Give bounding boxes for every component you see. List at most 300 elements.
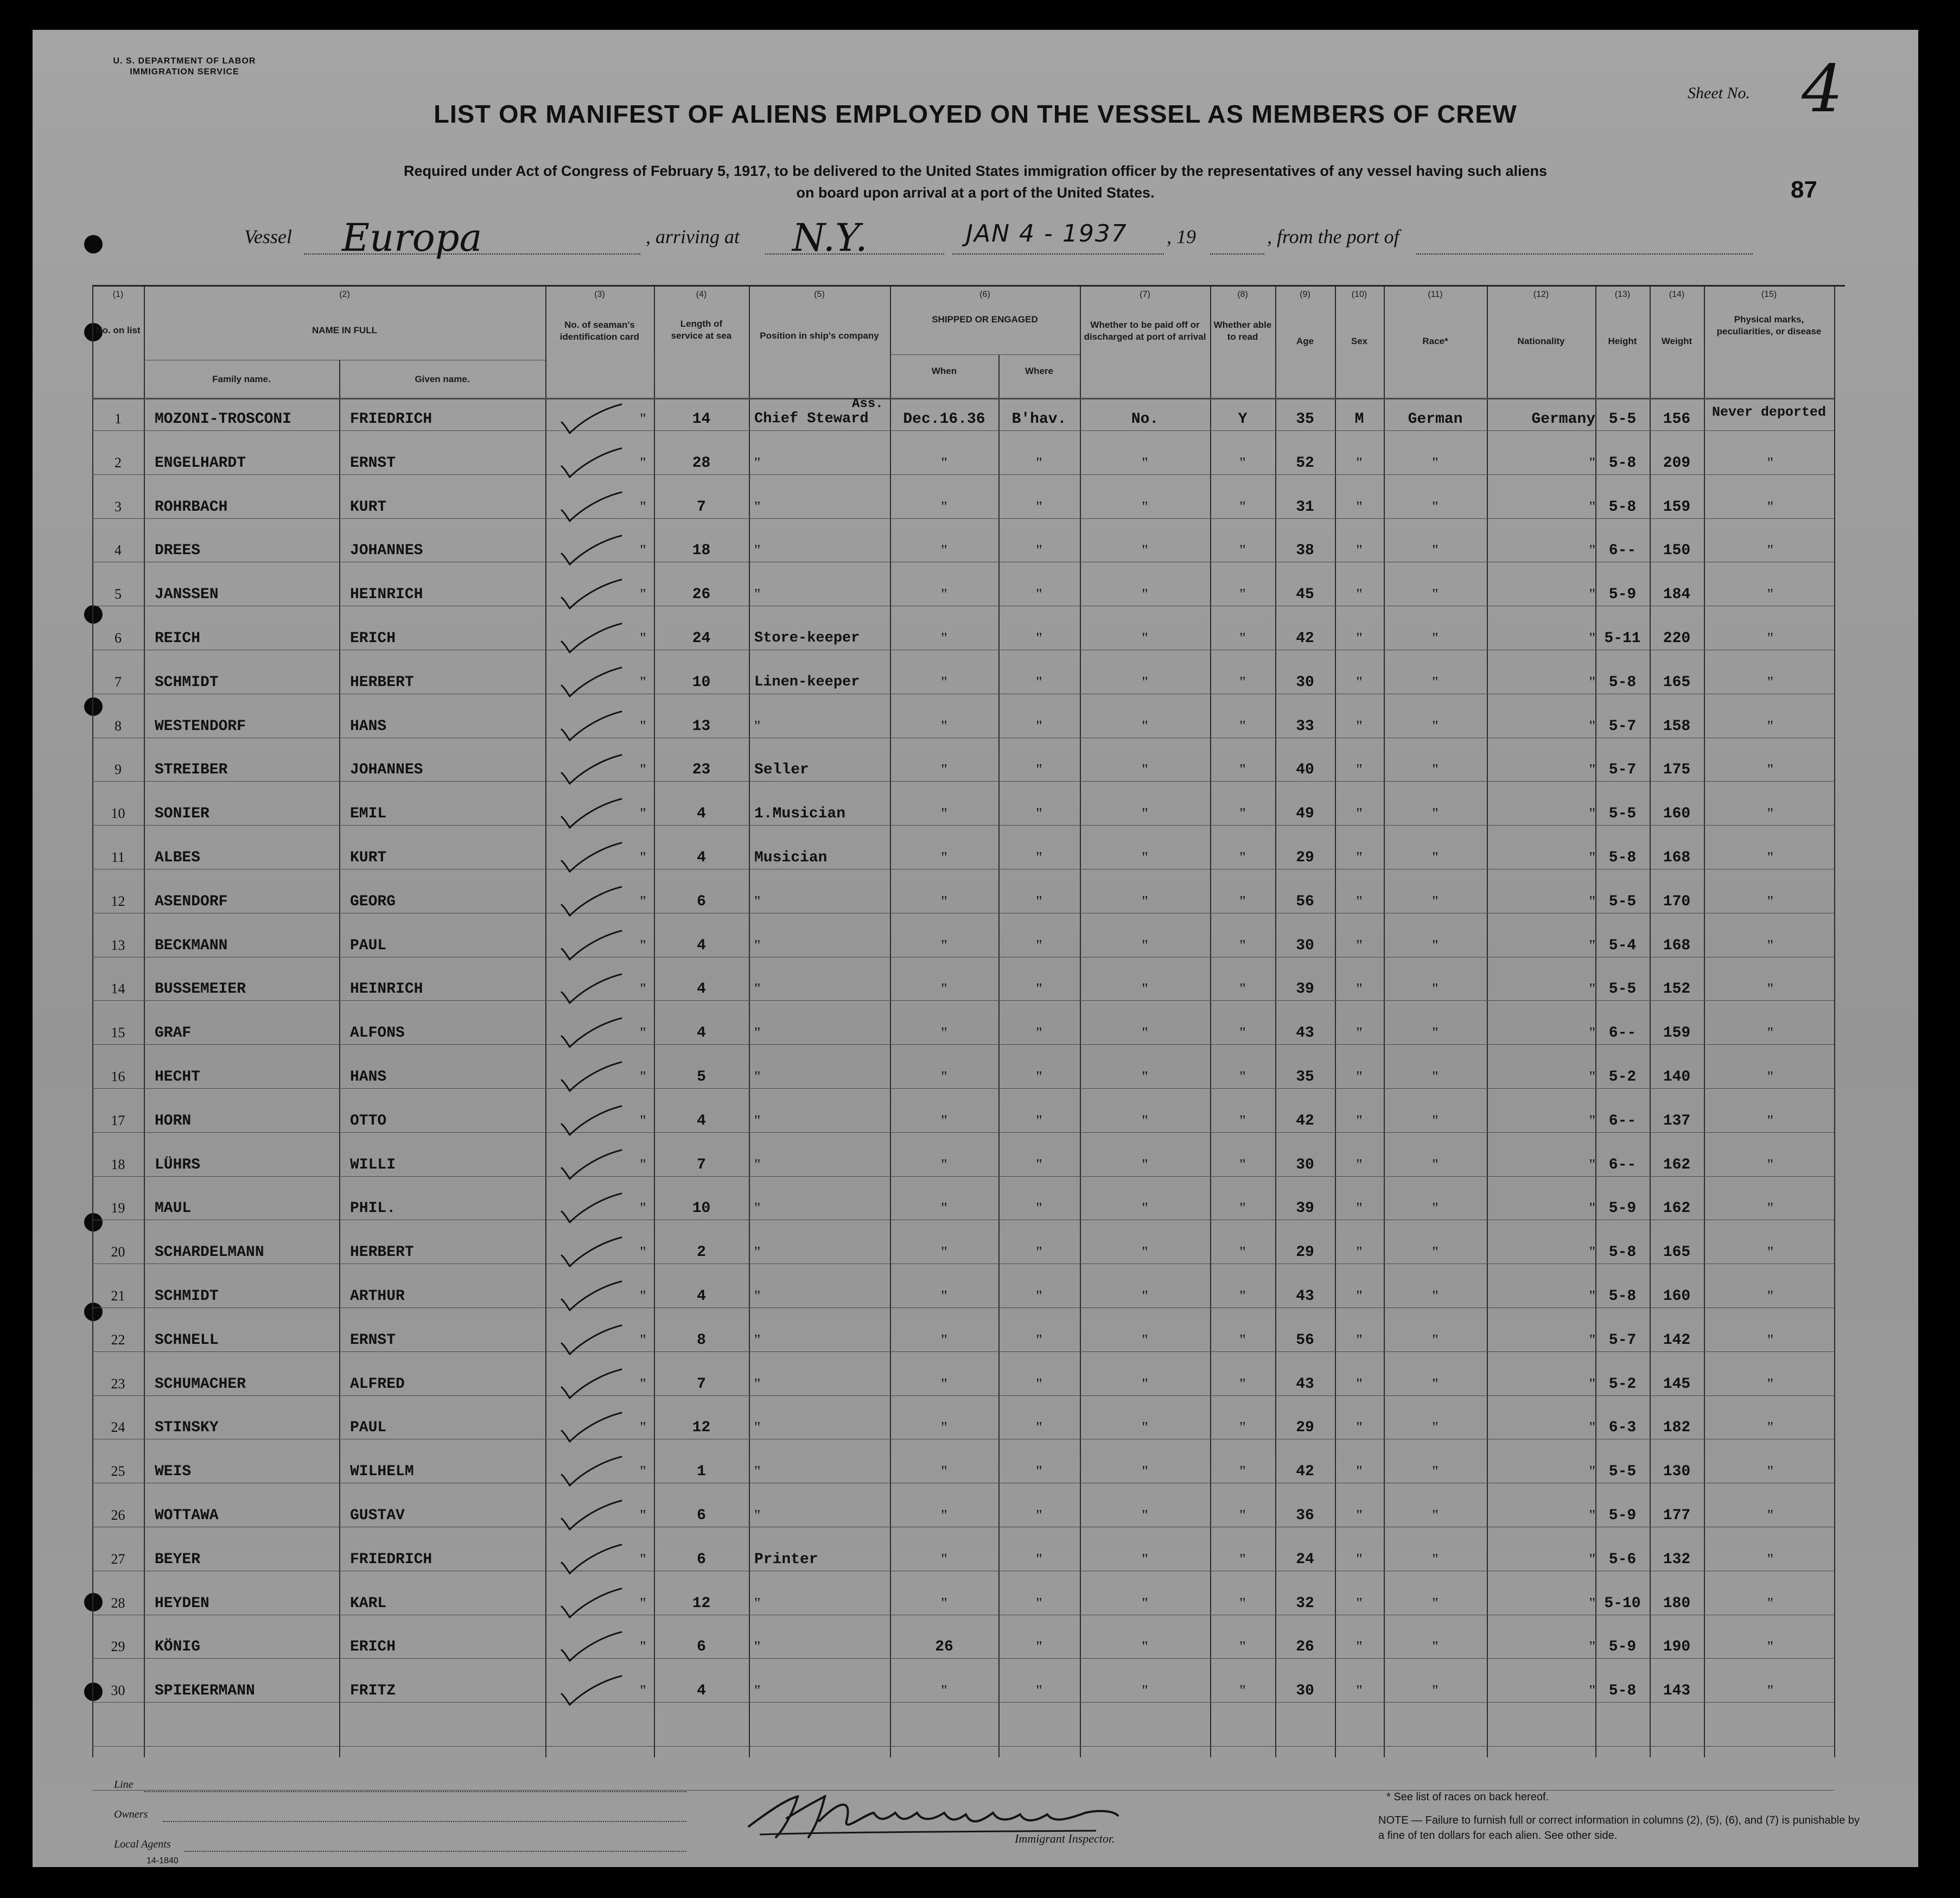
age: 30 bbox=[1296, 1156, 1314, 1173]
race: " bbox=[1432, 1419, 1439, 1437]
sex: " bbox=[1356, 1288, 1363, 1305]
row-number: 12 bbox=[111, 893, 125, 909]
able-to-read: " bbox=[1239, 1244, 1246, 1261]
table-row bbox=[92, 979, 1834, 1023]
family-name: ENGELHARDT bbox=[155, 454, 246, 472]
table-row bbox=[92, 803, 1834, 847]
nationality: " bbox=[1589, 1375, 1595, 1393]
race: " bbox=[1432, 1551, 1439, 1568]
table-row bbox=[92, 935, 1834, 979]
id-card-number: " bbox=[640, 674, 646, 691]
owners-underline bbox=[163, 1821, 686, 1822]
race: " bbox=[1432, 542, 1439, 560]
nationality: " bbox=[1589, 1683, 1595, 1700]
age: 29 bbox=[1296, 1244, 1314, 1261]
physical-marks: " bbox=[1767, 1112, 1774, 1129]
able-to-read: " bbox=[1239, 1639, 1246, 1656]
checkmark-icon bbox=[556, 403, 632, 436]
service-length: 24 bbox=[692, 630, 711, 647]
checkmark-icon bbox=[556, 1675, 632, 1707]
service-length: 4 bbox=[697, 1112, 706, 1129]
shipped-when: " bbox=[941, 1200, 947, 1217]
shipped-where: " bbox=[1036, 1156, 1042, 1173]
checkmark-icon bbox=[556, 1412, 632, 1444]
sex: " bbox=[1356, 1683, 1363, 1700]
able-to-read: " bbox=[1239, 498, 1246, 516]
height: 5-2 bbox=[1608, 1069, 1637, 1086]
race: " bbox=[1432, 1156, 1439, 1173]
age: 39 bbox=[1296, 1200, 1314, 1217]
row-number: 17 bbox=[111, 1112, 125, 1128]
position: " bbox=[754, 1200, 761, 1217]
able-to-read: " bbox=[1239, 1069, 1246, 1086]
physical-marks: " bbox=[1767, 761, 1774, 779]
physical-marks: " bbox=[1767, 542, 1774, 560]
family-name: HORN bbox=[155, 1112, 192, 1129]
family-name: MAUL bbox=[155, 1200, 192, 1217]
position: " bbox=[754, 1112, 761, 1129]
physical-marks: " bbox=[1767, 937, 1774, 954]
position: 1.Musician bbox=[754, 805, 846, 823]
height: 5-7 bbox=[1608, 761, 1637, 779]
weight: 209 bbox=[1663, 454, 1691, 472]
shipped-where: " bbox=[1036, 630, 1042, 647]
weight: 159 bbox=[1663, 498, 1691, 516]
age: 30 bbox=[1296, 937, 1314, 954]
row-number: 21 bbox=[111, 1288, 125, 1304]
physical-marks: " bbox=[1767, 1069, 1774, 1086]
given-name: EMIL bbox=[350, 805, 387, 823]
position: " bbox=[754, 498, 761, 516]
position: " bbox=[754, 1639, 761, 1656]
paid-off: " bbox=[1142, 937, 1148, 954]
col10-label: Sex bbox=[1351, 336, 1368, 346]
height: 5-7 bbox=[1608, 718, 1637, 735]
given-name: ERNST bbox=[350, 454, 396, 472]
col14-label: Weight bbox=[1661, 336, 1692, 346]
height: 5-8 bbox=[1608, 498, 1637, 516]
checkmark-icon bbox=[556, 535, 632, 567]
age: 31 bbox=[1296, 498, 1314, 516]
physical-marks: " bbox=[1767, 805, 1774, 823]
family-name: BEYER bbox=[155, 1551, 201, 1568]
race: " bbox=[1432, 1463, 1439, 1481]
shipped-when: " bbox=[941, 761, 947, 779]
height: 5-8 bbox=[1608, 674, 1637, 691]
family-name-header: Family name. bbox=[212, 374, 271, 384]
sex: " bbox=[1356, 1025, 1363, 1042]
service-length: 6 bbox=[697, 1551, 706, 1568]
able-to-read: " bbox=[1239, 805, 1246, 823]
position: " bbox=[754, 1288, 761, 1305]
from-port-underline bbox=[1416, 253, 1753, 255]
sex: " bbox=[1356, 1507, 1363, 1524]
weight: 190 bbox=[1663, 1639, 1691, 1656]
shipped-when: " bbox=[941, 1683, 947, 1700]
service-length: 2 bbox=[697, 1244, 706, 1261]
position: " bbox=[754, 1025, 761, 1042]
height: 5-8 bbox=[1608, 1288, 1637, 1305]
race: " bbox=[1432, 849, 1439, 866]
col6-label: SHIPPED OR ENGAGED bbox=[932, 314, 1038, 325]
age: 49 bbox=[1296, 805, 1314, 823]
service-length: 4 bbox=[697, 1025, 706, 1042]
race: " bbox=[1432, 1683, 1439, 1700]
sex: " bbox=[1356, 1639, 1363, 1656]
position: " bbox=[754, 454, 761, 472]
checkmark-icon bbox=[556, 666, 632, 699]
position: " bbox=[754, 1244, 761, 1261]
given-name: WILHELM bbox=[350, 1463, 414, 1481]
col7-number: (7) bbox=[1140, 290, 1150, 299]
able-to-read: " bbox=[1239, 1156, 1246, 1173]
weight: 159 bbox=[1663, 1025, 1691, 1042]
nationality: " bbox=[1589, 718, 1595, 735]
page-number: 87 bbox=[1791, 176, 1817, 203]
physical-marks: " bbox=[1767, 1331, 1774, 1349]
shipped-where: " bbox=[1036, 542, 1042, 560]
id-card-number: " bbox=[640, 1507, 646, 1524]
position: " bbox=[754, 1375, 761, 1393]
given-name: ARTHUR bbox=[350, 1288, 405, 1305]
row-number: 15 bbox=[111, 1025, 125, 1041]
nationality: " bbox=[1589, 1244, 1595, 1261]
paid-off: " bbox=[1142, 1069, 1148, 1086]
shipped-when: " bbox=[941, 805, 947, 823]
height: 5-7 bbox=[1608, 1331, 1637, 1349]
shipped-where: " bbox=[1036, 674, 1042, 691]
row-number: 18 bbox=[111, 1156, 125, 1172]
able-to-read: " bbox=[1239, 542, 1246, 560]
family-name: BUSSEMEIER bbox=[155, 981, 246, 998]
weight: 156 bbox=[1663, 411, 1691, 428]
shipped-where: " bbox=[1036, 1551, 1042, 1568]
col14-number: (14) bbox=[1669, 290, 1685, 299]
able-to-read: " bbox=[1239, 674, 1246, 691]
col8-number: (8) bbox=[1237, 290, 1248, 299]
given-name: ALFRED bbox=[350, 1375, 405, 1393]
family-name: HECHT bbox=[155, 1069, 201, 1086]
shipped-when: " bbox=[941, 893, 947, 910]
able-to-read: " bbox=[1239, 1288, 1246, 1305]
family-name: GRAF bbox=[155, 1025, 192, 1042]
family-name: ASENDORF bbox=[155, 893, 228, 910]
sex: " bbox=[1356, 1200, 1363, 1217]
nationality: " bbox=[1589, 849, 1595, 866]
row-number: 20 bbox=[111, 1244, 125, 1260]
height: 5-6 bbox=[1608, 1551, 1637, 1568]
sex: " bbox=[1356, 718, 1363, 735]
row-number: 19 bbox=[111, 1200, 125, 1216]
family-name: SCHUMACHER bbox=[155, 1375, 246, 1393]
physical-marks: " bbox=[1767, 1551, 1774, 1568]
weight: 175 bbox=[1663, 761, 1691, 779]
shipped-where: " bbox=[1036, 937, 1042, 954]
col13-label: Height bbox=[1608, 336, 1637, 346]
shipped-when: " bbox=[941, 1595, 947, 1612]
physical-marks: " bbox=[1767, 1288, 1774, 1305]
age: 35 bbox=[1296, 411, 1314, 428]
service-name: IMMIGRATION SERVICE bbox=[130, 67, 239, 77]
paid-off: " bbox=[1142, 893, 1148, 910]
weight: 162 bbox=[1663, 1200, 1691, 1217]
checkmark-icon bbox=[556, 1631, 632, 1664]
family-name: WEIS bbox=[155, 1463, 192, 1481]
shipped-when: " bbox=[941, 1507, 947, 1524]
punch-hole bbox=[84, 235, 103, 253]
shipped-where-header: Where bbox=[1025, 366, 1053, 376]
position: Printer bbox=[754, 1551, 818, 1568]
position: " bbox=[754, 1419, 761, 1437]
sex: " bbox=[1356, 1375, 1363, 1393]
family-name: BECKMANN bbox=[155, 937, 228, 954]
checkmark-icon bbox=[556, 1192, 632, 1225]
sex: " bbox=[1356, 454, 1363, 472]
sheet-number: 4 bbox=[1802, 52, 1843, 127]
paid-off: " bbox=[1142, 1551, 1148, 1568]
given-name: HERBERT bbox=[350, 674, 414, 691]
sex: " bbox=[1356, 761, 1363, 779]
row-number: 5 bbox=[114, 586, 122, 602]
nationality: " bbox=[1589, 805, 1595, 823]
able-to-read: " bbox=[1239, 454, 1246, 472]
nationality: " bbox=[1589, 674, 1595, 691]
penalty-note: NOTE — Failure to furnish full or correct information in columns (2), (5), (6), and (7) is punishable by a fine of ten dollars for each alien. See other side. bbox=[1378, 1814, 1860, 1842]
weight: 137 bbox=[1663, 1112, 1691, 1129]
position: Seller bbox=[754, 761, 809, 779]
able-to-read: " bbox=[1239, 718, 1246, 735]
shipped-where: " bbox=[1036, 849, 1042, 866]
able-to-read: " bbox=[1239, 1463, 1246, 1481]
col1-label: No. on list bbox=[96, 325, 141, 335]
paid-off: " bbox=[1142, 1112, 1148, 1129]
shipped-when: " bbox=[941, 1419, 947, 1437]
family-name: SCHMIDT bbox=[155, 1288, 219, 1305]
able-to-read: " bbox=[1239, 849, 1246, 866]
given-name: PAUL bbox=[350, 937, 387, 954]
shipped-where: " bbox=[1036, 805, 1042, 823]
service-length: 10 bbox=[692, 1200, 711, 1217]
paid-off: " bbox=[1142, 1375, 1148, 1393]
department-header bbox=[103, 56, 266, 78]
service-length: 4 bbox=[697, 849, 706, 866]
nationality: " bbox=[1589, 1288, 1595, 1305]
table-row bbox=[92, 1636, 1834, 1680]
service-length: 26 bbox=[692, 586, 711, 604]
sheet-label: Sheet No. bbox=[1688, 84, 1750, 102]
weight: 142 bbox=[1663, 1331, 1691, 1349]
family-name: MOZONI-TROSCONI bbox=[155, 411, 292, 428]
col10-number: (10) bbox=[1351, 290, 1367, 299]
col13-number: (13) bbox=[1614, 290, 1631, 299]
col9-label: Age bbox=[1296, 336, 1314, 346]
checkmark-icon bbox=[556, 886, 632, 918]
physical-marks: " bbox=[1767, 1200, 1774, 1217]
paid-off: " bbox=[1142, 849, 1148, 866]
given-name: HANS bbox=[350, 1069, 387, 1086]
id-card-number: " bbox=[640, 1375, 646, 1393]
height: 6-- bbox=[1608, 1025, 1637, 1042]
service-length: 5 bbox=[697, 1069, 706, 1086]
id-card-number: " bbox=[640, 542, 646, 560]
weight: 165 bbox=[1663, 1244, 1691, 1261]
id-card-number: " bbox=[640, 1683, 646, 1700]
weight: 220 bbox=[1663, 630, 1691, 647]
shipped-when: 26 bbox=[935, 1639, 953, 1656]
given-name: HANS bbox=[350, 718, 387, 735]
shipped-where: " bbox=[1036, 981, 1042, 998]
checkmark-icon bbox=[556, 1280, 632, 1313]
checkmark-icon bbox=[556, 1017, 632, 1050]
given-name: ERNST bbox=[350, 1331, 396, 1349]
date-stamp: JAN 4 - 1937 bbox=[966, 220, 1128, 247]
shipped-where: " bbox=[1036, 1419, 1042, 1437]
given-name: HERBERT bbox=[350, 1244, 414, 1261]
id-card-number: " bbox=[640, 1069, 646, 1086]
weight: 152 bbox=[1663, 981, 1691, 998]
col11-number: (11) bbox=[1428, 290, 1443, 299]
row-number: 29 bbox=[111, 1639, 125, 1655]
able-to-read: " bbox=[1239, 761, 1246, 779]
able-to-read: " bbox=[1239, 1507, 1246, 1524]
id-card-number: " bbox=[640, 805, 646, 823]
sex: " bbox=[1356, 1551, 1363, 1568]
family-name: JANSSEN bbox=[155, 586, 219, 604]
position: Chief Steward bbox=[754, 411, 869, 427]
age: 33 bbox=[1296, 718, 1314, 735]
height: 6-- bbox=[1608, 1112, 1637, 1129]
service-length: 23 bbox=[692, 761, 711, 779]
family-name: WOTTAWA bbox=[155, 1507, 219, 1524]
height: 5-9 bbox=[1608, 586, 1637, 604]
service-length: 1 bbox=[697, 1463, 706, 1481]
table-row bbox=[92, 1242, 1834, 1286]
nationality: " bbox=[1589, 1069, 1595, 1086]
age: 43 bbox=[1296, 1288, 1314, 1305]
table-row bbox=[92, 1110, 1834, 1154]
height: 5-5 bbox=[1608, 805, 1637, 823]
checkmark-icon bbox=[556, 1588, 632, 1620]
shipped-when: " bbox=[941, 1375, 947, 1393]
height: 6-- bbox=[1608, 1156, 1637, 1173]
row-number: 11 bbox=[111, 849, 125, 865]
age: 43 bbox=[1296, 1025, 1314, 1042]
id-card-number: " bbox=[640, 981, 646, 998]
nationality: " bbox=[1589, 1551, 1595, 1568]
shipped-where: " bbox=[1036, 454, 1042, 472]
race: " bbox=[1432, 1112, 1439, 1129]
row-number: 27 bbox=[111, 1551, 125, 1567]
nationality: " bbox=[1589, 1025, 1595, 1042]
height: 5-9 bbox=[1608, 1639, 1637, 1656]
physical-marks: Never deported bbox=[1711, 404, 1827, 420]
col2-number: (2) bbox=[339, 290, 350, 299]
owners-label: Owners bbox=[114, 1808, 148, 1820]
family-name: SONIER bbox=[155, 805, 209, 823]
id-card-number: " bbox=[640, 1288, 646, 1305]
service-length: 6 bbox=[697, 1507, 706, 1524]
races-note: * See list of races on back hereof. bbox=[1386, 1791, 1549, 1803]
sex: M bbox=[1354, 411, 1364, 428]
id-card-number: " bbox=[640, 1244, 646, 1261]
given-name: KURT bbox=[350, 849, 387, 866]
given-name: ALFONS bbox=[350, 1025, 405, 1042]
height: 5-5 bbox=[1608, 1463, 1637, 1481]
weight: 132 bbox=[1663, 1551, 1691, 1568]
table-row bbox=[92, 1680, 1834, 1724]
position: " bbox=[754, 1463, 761, 1481]
position: " bbox=[754, 1507, 761, 1524]
given-name: OTTO bbox=[350, 1112, 387, 1129]
id-card-number: " bbox=[640, 893, 646, 910]
crew-table bbox=[92, 285, 1845, 1757]
nationality: " bbox=[1589, 981, 1595, 998]
paid-off: " bbox=[1142, 674, 1148, 691]
checkmark-icon bbox=[556, 1368, 632, 1401]
able-to-read: " bbox=[1239, 981, 1246, 998]
table-row bbox=[92, 1374, 1834, 1418]
nationality: " bbox=[1589, 893, 1595, 910]
table-row bbox=[92, 497, 1834, 541]
checkmark-icon bbox=[556, 798, 632, 830]
document-title: LIST OR MANIFEST OF ALIENS EMPLOYED ON THE VESSEL AS MEMBERS OF CREW bbox=[434, 100, 1517, 128]
row-number: 4 bbox=[114, 542, 122, 558]
shipped-when: " bbox=[941, 1112, 947, 1129]
shipped-where: " bbox=[1036, 1069, 1042, 1086]
weight: 184 bbox=[1663, 586, 1691, 604]
shipped-where: " bbox=[1036, 893, 1042, 910]
service-length: 12 bbox=[692, 1419, 711, 1437]
col1-number: (1) bbox=[112, 290, 124, 299]
row-number: 9 bbox=[114, 761, 122, 778]
service-length: 4 bbox=[697, 805, 706, 823]
table-row bbox=[92, 1417, 1834, 1461]
position: Musician bbox=[754, 849, 828, 866]
row-number: 8 bbox=[114, 718, 122, 734]
age: 30 bbox=[1296, 1683, 1314, 1700]
service-length: 4 bbox=[697, 1288, 706, 1305]
able-to-read: " bbox=[1239, 1375, 1246, 1393]
given-name: PAUL bbox=[350, 1419, 387, 1437]
position: " bbox=[754, 1331, 761, 1349]
shipped-when: " bbox=[941, 1551, 947, 1568]
id-card-number: " bbox=[640, 849, 646, 866]
arriving-port: N.Y. bbox=[792, 215, 868, 260]
physical-marks: " bbox=[1767, 1639, 1774, 1656]
weight: 177 bbox=[1663, 1507, 1691, 1524]
id-card-number: " bbox=[640, 630, 646, 647]
nationality: " bbox=[1589, 1112, 1595, 1129]
shipped-when: " bbox=[941, 1025, 947, 1042]
physical-marks: " bbox=[1767, 1683, 1774, 1700]
age: 42 bbox=[1296, 630, 1314, 647]
table-row bbox=[92, 1286, 1834, 1330]
age: 56 bbox=[1296, 1331, 1314, 1349]
table-row bbox=[92, 1198, 1834, 1242]
paid-off: " bbox=[1142, 1244, 1148, 1261]
id-card-number: " bbox=[640, 411, 646, 428]
nationality: " bbox=[1589, 1331, 1595, 1349]
family-name: SCHARDELMANN bbox=[155, 1244, 264, 1261]
given-name: ERICH bbox=[350, 630, 396, 647]
shipped-where: " bbox=[1036, 1112, 1042, 1129]
table-row bbox=[92, 1505, 1834, 1549]
physical-marks: " bbox=[1767, 718, 1774, 735]
checkmark-icon bbox=[556, 579, 632, 611]
shipped-where: " bbox=[1036, 1639, 1042, 1656]
table-row bbox=[92, 759, 1834, 803]
sex: " bbox=[1356, 1419, 1363, 1437]
